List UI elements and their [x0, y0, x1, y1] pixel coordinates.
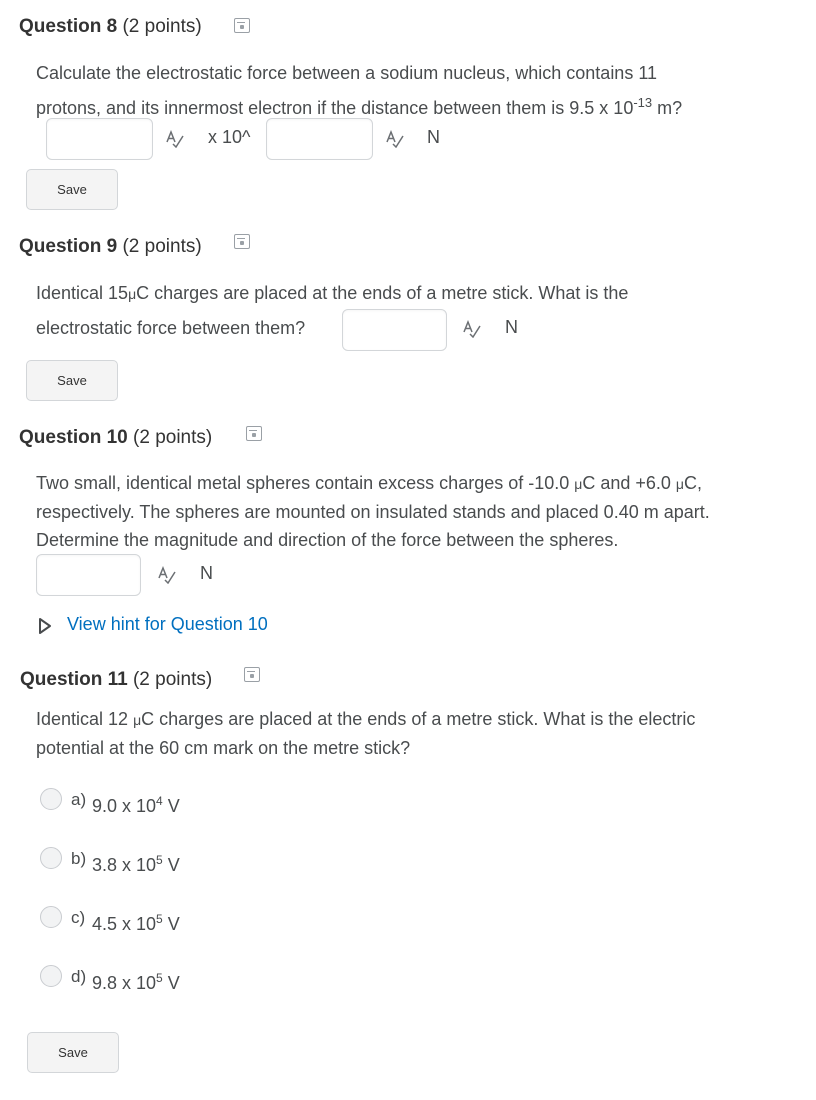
spellcheck-icon[interactable] — [462, 320, 482, 338]
triangle-right-icon — [38, 617, 52, 635]
save-status-icon — [246, 426, 262, 441]
exponent: -13 — [633, 95, 653, 110]
question-10-line1: Two small, identical metal spheres contain excess charges of -10.0 μC and +6.0 μC, — [36, 473, 702, 493]
option-label: c) — [71, 908, 86, 927]
question-8-points: (2 points) — [122, 16, 202, 37]
question-10-points: (2 points) — [133, 427, 213, 448]
unit-label: N — [200, 563, 213, 583]
option-label: d) — [71, 967, 87, 986]
option-value: 3.8 x $10^5$ V — [92, 853, 180, 875]
option-value: 9.8 x $10^5$ V — [92, 971, 180, 993]
question-11-title: Question 11 — [20, 669, 128, 690]
question-8-title: Question 8 — [19, 16, 118, 37]
spellcheck-icon[interactable] — [157, 566, 177, 584]
question-8-line2: protons, and its innermost electron if the distance between them is 9.5 x $10^{-13}$ m? — [36, 95, 683, 118]
question-9-line2: electrostatic force between them? — [36, 318, 306, 338]
radio-button[interactable] — [40, 906, 62, 928]
unit-label: N — [505, 317, 518, 337]
question-9-points: (2 points) — [122, 236, 202, 257]
save-button[interactable]: Save — [26, 169, 118, 210]
question-10-line3: Determine the magnitude and direction of the force between the spheres. — [36, 530, 619, 550]
question-11-line1: Identical 12 μC charges are placed at the ends of a metre stick. What is the electric — [36, 709, 696, 729]
question-10-line2: respectively. The spheres are mounted on insulated stands and placed 0.40 m apart. — [36, 502, 710, 522]
option-label: b) — [71, 849, 87, 868]
question-9-header — [19, 236, 202, 258]
save-status-icon — [234, 234, 250, 249]
radio-button[interactable] — [40, 847, 62, 869]
question-8-header — [19, 16, 202, 38]
question-11-header — [20, 669, 212, 691]
option-value: 9.0 x $10^4$ V — [92, 794, 180, 816]
question-10-title: Question 10 — [19, 427, 128, 448]
question-9-line1: Identical 15μC charges are placed at the ends of a metre stick. What is the — [36, 283, 629, 303]
question-8-text — [36, 59, 796, 122]
question-10-header — [19, 427, 212, 449]
answer-input-exponent[interactable] — [266, 118, 373, 160]
radio-button[interactable] — [40, 965, 62, 987]
question-11-line2: potential at the 60 cm mark on the metre stick? — [36, 738, 411, 758]
unit-label: N — [427, 127, 440, 147]
question-9-title: Question 9 — [19, 236, 118, 257]
spellcheck-icon[interactable] — [385, 130, 405, 148]
save-status-icon — [244, 667, 260, 682]
answer-input-mantissa[interactable] — [46, 118, 153, 160]
save-status-icon — [234, 18, 250, 33]
answer-input[interactable] — [342, 309, 447, 351]
spellcheck-icon[interactable] — [165, 130, 185, 148]
option-label: a) — [71, 790, 87, 809]
question-11-text — [36, 705, 806, 762]
question-8-line1: Calculate the electrostatic force between a sodium nucleus, which contains 11 — [36, 63, 658, 83]
radio-button[interactable] — [40, 788, 62, 810]
answer-input[interactable] — [36, 554, 141, 596]
hint-link[interactable]: View hint for Question 10 — [67, 614, 268, 634]
option-value: 4.5 x $10^5$ V — [92, 912, 180, 934]
save-button[interactable]: Save — [27, 1032, 119, 1073]
question-10-text — [36, 469, 806, 554]
save-button[interactable]: Save — [26, 360, 118, 401]
question-11-points: (2 points) — [132, 669, 213, 690]
times-ten-label: x 10^ — [208, 127, 251, 147]
